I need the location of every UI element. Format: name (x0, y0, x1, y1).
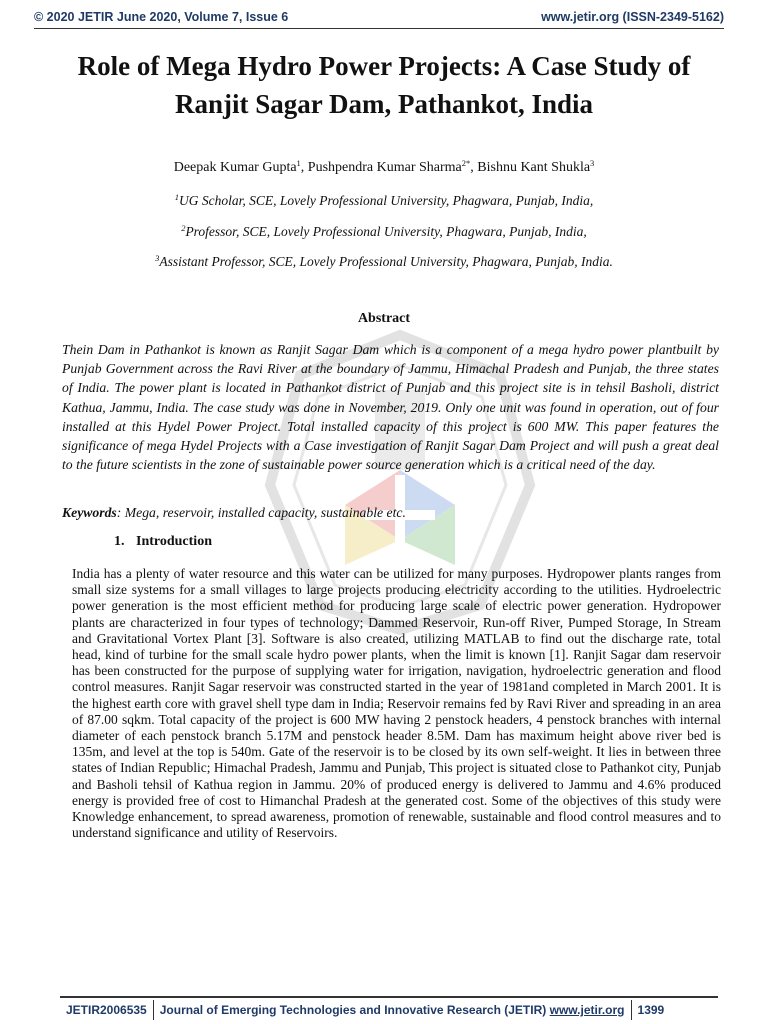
keywords-label: Keywords (62, 505, 117, 520)
affiliation (40, 192, 728, 223)
author-name: Pushpendra Kumar Sharma (307, 160, 462, 175)
journal-name: Journal of Emerging Technologies and Innovative Research (JETIR) (159, 1003, 547, 1017)
abstract-heading: Abstract (357, 311, 411, 326)
introduction-text: India has a plenty of water resource and this water can be utilized for many purposes. Hydropower plants ranges from small size systems for a small villages to large projects producing electricity according to the utilities. Hydroelectric power generation is the most efficient method for producing large scale of electric power generation. Hydropower plants are characterized in four types of technology; Dammed Reservoir, Run-off River, Pumped Storage, In Stream and Gravitational Vortex Plant [3]. Software is also created, utilizing MATLAB to find out the discharge rate, total head, kind of turbine for the small scale hydro power plants, when the limit is known [1]. Ranjit Sagar dam reservoir has been constructed for the purpose of supplying water for irrigation, navigation, hydroelectric generation and flood control measures. Ranjit Sagar reservoir was constructed started in the year of 1981and completed in March 2001. It is the highest earth core with gravel shell type dam in India; Reservoir remains fed by Ravi River and spreading in an area of 87.00 sqkm. Total capacity of the project is 600 MW having 2 penstock headers, 4 penstock branches with internal diameter of each penstock branch 5.17M and penstock header 8.5M. Dam has maximum height above river bed is 135m, and level at the top is 540m. Gate of the reservoir is to be closed by its own self-weight. It lies in between three states of Indian Republic; Himachal Pradesh, Jammu and Punjab, This project is situated close to Pathankot city, Punjab and Basholi tehsil of Kathua region in Jammu. 20% of produced energy is delivered to Jammu and 4.6% produced energy is provided free of cost to Himanchal Pradesh at the generated cost. Some of the objectives of this study were Knowledge enhancement, to spread awareness, promotion of renewable, sustainable and flood control measures and to understand significance and utility of Reservoirs. (72, 566, 721, 841)
affiliation-marker: 2 (181, 222, 186, 233)
author-name: Bishnu Kant Shukla (477, 160, 591, 175)
keywords (62, 505, 719, 521)
affiliation-list (40, 192, 728, 284)
keywords-text: : Mega, reservoir, installed capacity, sustainable etc. (116, 505, 406, 520)
affiliation (40, 253, 728, 284)
author-name: Deepak Kumar Gupta (173, 160, 297, 175)
affiliation-marker: 1 (174, 192, 179, 202)
paper-id: JETIR2006535 (66, 1003, 147, 1017)
journal-info (154, 1002, 631, 1018)
paper-title: Role of Mega Hydro Power Projects: A Case Study of Ranjit Sagar Dam, Pathankot, India (77, 51, 691, 119)
header-rule (34, 28, 724, 29)
header-issue-info: © 2020 JETIR June 2020, Volume 7, Issue 6 (34, 10, 289, 24)
affiliation-text: UG Scholar, SCE, Lovely Professional University, Phagwara, Punjab, India, (179, 193, 594, 208)
author-marker: 1 (296, 158, 301, 168)
affiliation-text: Assistant Professor, SCE, Lovely Professional University, Phagwara, Punjab, India. (159, 254, 613, 269)
affiliation-text: Professor, SCE, Lovely Professional University, Phagwara, Punjab, India, (185, 223, 587, 239)
affiliation-marker: 3 (155, 253, 160, 263)
author-marker: 2* (461, 158, 471, 168)
header-website[interactable]: www.jetir.org (ISSN-2349-5162) (541, 10, 724, 24)
author-marker: 3 (590, 158, 595, 168)
section-title: Introduction (136, 534, 212, 549)
journal-link[interactable]: www.jetir.org (549, 1003, 625, 1017)
running-footer (60, 1000, 718, 1020)
running-header (34, 10, 724, 24)
section-number: 1. (114, 534, 125, 549)
page-number: 1399 (637, 1003, 665, 1017)
abstract-text: Thein Dam in Pathankot is known as Ranjit Sagar Dam which is a component of a mega hydro power plantbuilt by Punjab Government across the Ravi River at the boundary of Jammu, Himachal Pradesh and Punjab, the three states of India. The power plant is located in Pathankot district of Punjab and this project site is in tehsil Basholi, district Kathua, Jammu, India. The case study was done in November, 2019. Only one unit was found in operation, out of four installed at this Hydel Power Project. Total installed capacity of this project is 600 MW. This paper features the significance of mega Hydel Projects with a Case investigation of Ranjit Sagar Dam Project and will push a great deal to the future scientists in the zone of sustainable power source generation which is a critical need of the day. (62, 342, 719, 473)
footer-rule (60, 996, 718, 998)
affiliation (40, 223, 728, 254)
section-heading (114, 534, 212, 550)
author-list: Deepak Kumar Gupta$^1$, Pushpendra Kumar Sharma$^{2*}$, Bishnu Kant Shukla$^3$ (173, 158, 595, 175)
